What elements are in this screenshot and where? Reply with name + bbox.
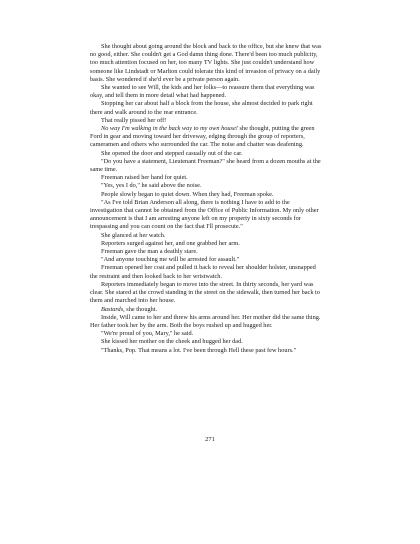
page-number: 271 <box>205 436 215 443</box>
paragraph: Reporters surged against her, and one grabbed her arm. <box>101 239 240 247</box>
paragraph: People slowly began to quiet down. When they had, Freeman spoke. <box>101 190 274 198</box>
paragraph: Freeman gave the man a deathly stare. <box>101 248 198 256</box>
paragraph: Freeman raised her hand for quiet. <box>101 174 188 182</box>
paragraph: "And anyone touching me will be arrested for assault." <box>101 256 240 264</box>
paragraph: She glanced at her watch. <box>101 231 166 239</box>
paragraph: Bastards, she thought. <box>101 305 158 313</box>
paragraph: She wanted to see Will, the kids and her folks—to reassure them that everything was okay, and tell them in more detail what had happened. <box>90 84 315 100</box>
paragraph: "We're proud of you, Mary," he said. <box>101 330 194 338</box>
paragraph: She opened the door and stepped casually out of the car. <box>101 149 243 157</box>
paragraph: "Yes, yes I do," he said above the noise. <box>101 182 202 190</box>
paragraph: Inside, Will came to her and threw his arms around her. Her mother did the same thing. Her father took her by the arm. Both the boys rushed up and hugged her. <box>90 313 321 329</box>
paragraph: That really pissed her off! <box>101 116 167 124</box>
paragraph: She kissed her mother on the cheek and hugged her dad. <box>101 338 243 346</box>
paragraph: "As I've told Brian Anderson all along, there is nothing I have to add to the investigation that cannot be obtained from the Office of Public Information. My only other announcement is that I am arresting anyone left on my property in sixty seconds for trespassing and you can count on the fact that I'll prosecute." <box>90 198 319 231</box>
paragraph: Freeman opened her coat and pulled it back to reveal her shoulder holster, unsnapped the restraint and then looked back to her wristwatch. <box>90 264 316 280</box>
paragraph: She thought about going around the block and back to the office, but she knew that was no good, either. She couldn't get a God damn thing done. There'd been too much publicity, too much attention focused on her, too many TV lights. She just couldn't understand how someone like Lindstadt or Marlton could tolerate this kind of invasion of privacy on a daily basis. She wondered if she'd ever be a private person again. <box>90 43 322 83</box>
paragraph: "Do you have a statement, Lieutenant Freeman?" she heard from a dozen mouths at the same time. <box>90 157 321 174</box>
body-text <box>90 43 323 355</box>
paragraph: No way I'm walking in the back way to my own house! she thought, putting the green Ford in gear and moving toward her driveway, edging through the group of reporters, cameramen and others who surrounded the car. The noise and chatter was deafening. <box>90 125 315 149</box>
paragraph: Stopping her car about half a block from the house, she almost decided to park right there and walk around to the rear entrance. <box>90 100 313 116</box>
paragraph: Reporters immediately began to move into the street. In thirty seconds, her yard was clear. She stared at the crowd standing in the street on the sidewalk, then turned her back to them and marched into her house. <box>90 280 320 305</box>
paragraph: "Thanks, Pop. That means a lot. I've been through Hell these past few hours." <box>101 346 297 354</box>
